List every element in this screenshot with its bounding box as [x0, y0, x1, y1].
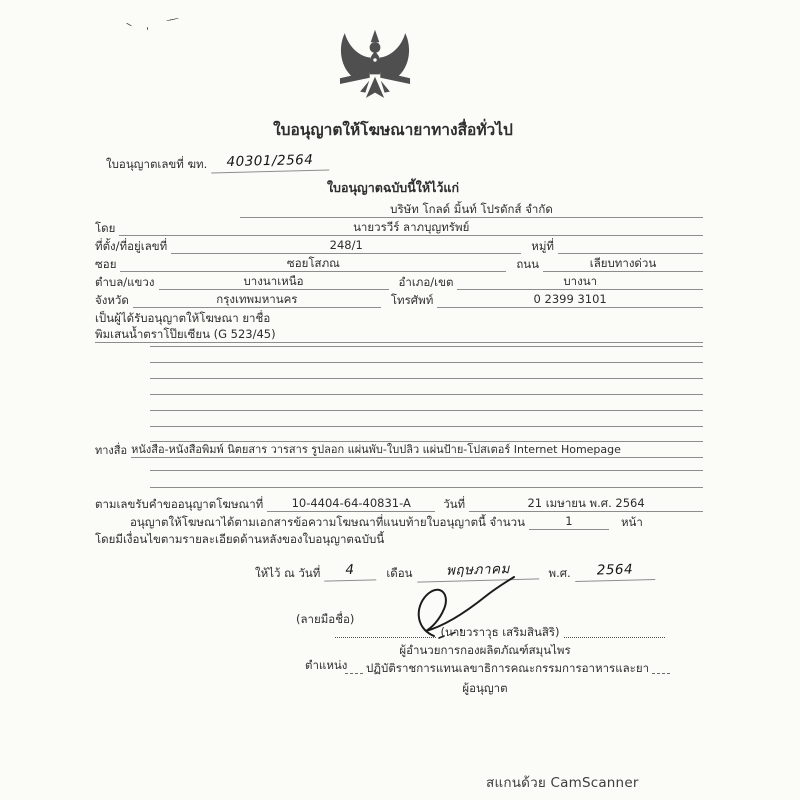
media-value: หนังสือ-หนังสือพิมพ์ นิตยสาร วารสาร รูปลอก แผ่นพับ-ใบปลิว แผ่นป้าย-โปสเตอร์ Internet Homepage: [131, 443, 703, 458]
district-value: บางนา: [457, 274, 703, 290]
document-title: ใบอนุญาตให้โฆษณายาทางสื่อทั่วไป: [273, 121, 513, 139]
company-name: บริษัท โกลด์ มิ้นท์ โปรดักส์ จำกัด: [240, 202, 703, 218]
request-no-value: 10-4404-64-40831-A: [267, 496, 435, 512]
province-label: จังหวัด: [95, 293, 129, 307]
phone-label: โทรศัพท์: [390, 293, 434, 307]
address-no-value: 248/1: [171, 238, 521, 254]
moo-label: หมู่ที่: [531, 239, 554, 253]
signer-name-row: [335, 624, 665, 642]
licensor-role-label: ผู้อนุญาต: [462, 681, 508, 695]
allow-line-text: อนุญาตให้โฆษณาได้ตามเอกสารข้อความโฆษณาที่แนบท้ายใบอนุญาตนี้ จำนวน: [130, 515, 525, 529]
handwritten-signature-label: (ลายมือชื่อ): [296, 612, 355, 626]
month-label: เดือน: [386, 565, 413, 580]
ruled-line: [150, 346, 703, 347]
moo-value: [558, 253, 703, 254]
ruled-line: [150, 362, 703, 363]
drug-name: พิมเสนน้ำตราโป๊ยเซียน (G 523/45): [95, 327, 703, 343]
ruled-line: [150, 394, 703, 395]
issued-to-heading: ใบอนุญาตฉบับนี้ให้ไว้แก่: [326, 180, 460, 195]
soi-label: ซอย: [95, 257, 117, 271]
page-count-value: 1: [529, 514, 609, 530]
issue-month-value: พฤษภาคม: [416, 560, 538, 582]
scan-speck: [147, 27, 149, 30]
ruled-line: [150, 410, 703, 411]
scan-speck: [126, 23, 132, 27]
ruled-line: [150, 487, 703, 488]
issue-date-prefix: ให้ไว้ ณ วันที่: [255, 565, 321, 580]
request-date-label: วันที่: [443, 497, 466, 511]
scan-speck: [166, 18, 179, 22]
ruled-line: [150, 426, 703, 427]
condition-line: โดยมีเงื่อนไขตามรายละเอียดด้านหลังของใบอนุญาตฉบับนี้: [95, 532, 385, 546]
ruled-line: [150, 441, 703, 442]
request-no-label: ตามเลขรับคำขออนุญาตโฆษณาที่: [95, 497, 264, 511]
garuda-emblem-icon: [327, 26, 423, 116]
signer-title-2-row: [345, 660, 675, 678]
subdistrict-value: บางนาเหนือ: [159, 274, 389, 290]
phone-value: 0 2399 3101: [437, 292, 703, 308]
dotted-line: [335, 637, 436, 638]
province-value: กรุงเทพมหานคร: [133, 292, 381, 308]
dashed-line: [652, 673, 670, 674]
dashed-line: [345, 673, 363, 674]
era-label: พ.ศ.: [548, 565, 571, 580]
grantee-line: เป็นผู้ได้รับอนุญาตให้โฆษณา ยาชื่อ: [95, 311, 271, 325]
signer-title-1: ผู้อำนวยการกองผลิตภัณฑ์สมุนไพร: [399, 643, 571, 657]
license-number-label: ใบอนุญาตเลขที่ ฆท.: [106, 156, 208, 171]
road-label: ถนน: [516, 257, 539, 271]
signer-name: (นายวราวุธ เสริมสินสิริ): [440, 625, 560, 639]
issue-day-value: 4: [324, 561, 376, 581]
issue-year-value: 2564: [574, 561, 654, 582]
by-label: โดย: [95, 221, 116, 235]
media-label: ทางสื่อ: [95, 444, 128, 457]
road-value: เลียบทางด่วน: [543, 256, 703, 272]
page-unit-label: หน้า: [620, 515, 643, 529]
by-value: นายวรวีร์ ลาภบุญทรัพย์: [119, 220, 703, 236]
signer-title-2: ปฏิบัติราชการแทนเลขาธิการคณะกรรมการอาหารและยา: [366, 661, 650, 675]
position-label: ตำแหน่ง: [305, 658, 348, 672]
address-no-label: ที่ตั้ง/ที่อยู่เลขที่: [95, 239, 168, 253]
dotted-line: [564, 637, 665, 638]
request-date-value: 21 เมษายน พ.ศ. 2564: [469, 496, 703, 512]
license-number-value: 40301/2564: [211, 151, 329, 173]
camscanner-watermark: สแกนด้วย CamScanner: [486, 775, 639, 791]
ruled-line: [150, 470, 703, 471]
ruled-line: [150, 378, 703, 379]
subdistrict-label: ตำบล/แขวง: [95, 275, 155, 289]
soi-value: ซอยโสภณ: [120, 256, 506, 272]
district-label: อำเภอ/เขต: [398, 275, 454, 289]
